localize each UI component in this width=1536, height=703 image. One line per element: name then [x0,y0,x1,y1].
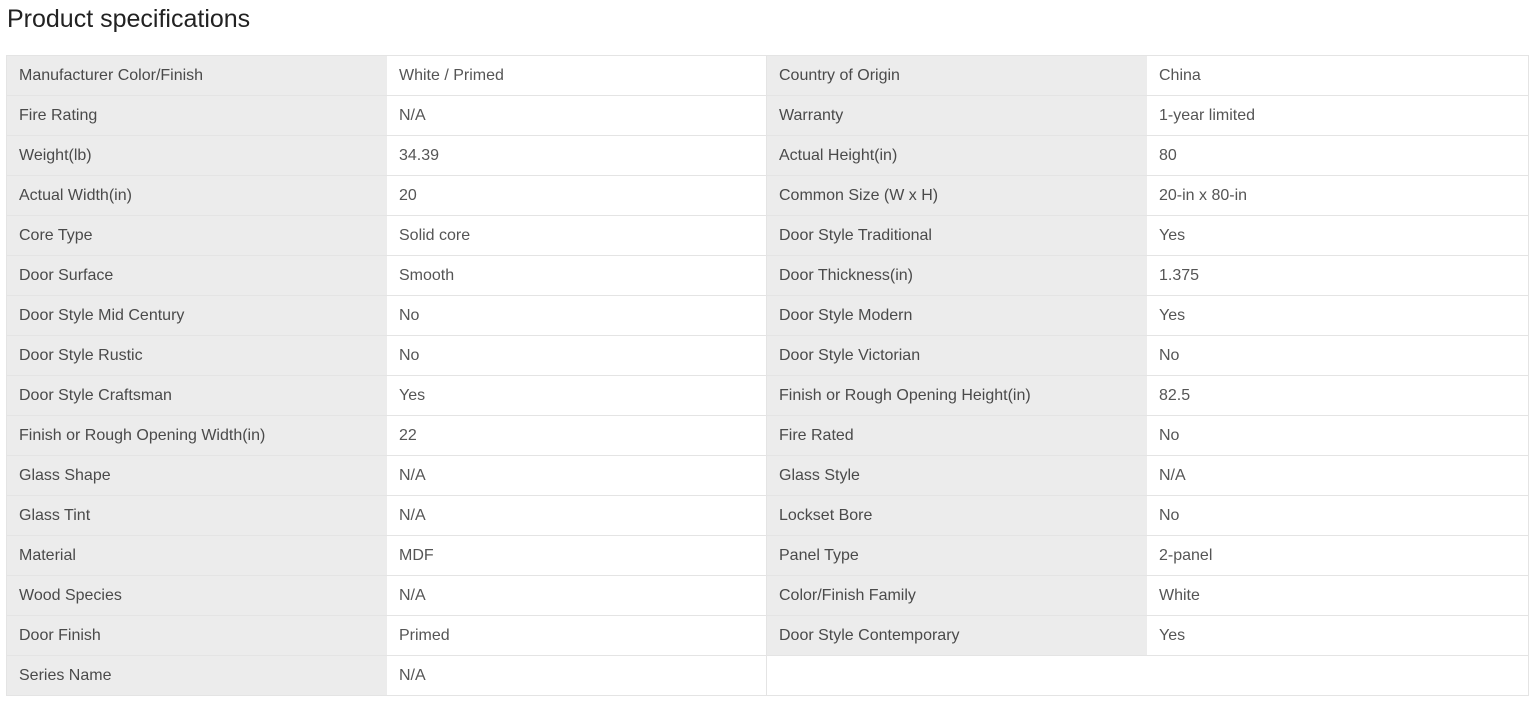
spec-value: N/A [387,576,767,615]
spec-value: Yes [1147,296,1526,335]
spec-value: 2-panel [1147,536,1526,575]
spec-value: N/A [387,456,767,495]
spec-label: Glass Style [767,456,1147,495]
spec-label: Wood Species [7,576,387,615]
spec-label: Warranty [767,96,1147,135]
table-row [7,336,1528,376]
spec-value: Solid core [387,216,767,255]
table-row [7,176,1528,216]
spec-label: Actual Width(in) [7,176,387,215]
spec-label: Core Type [7,216,387,255]
table-row [7,256,1528,296]
spec-label: Series Name [7,656,387,695]
specifications-table [6,55,1529,696]
spec-label: Door Style Rustic [7,336,387,375]
spec-label: Material [7,536,387,575]
spec-value: No [387,336,767,375]
spec-value: MDF [387,536,767,575]
spec-value: White / Primed [387,56,767,95]
spec-value: 80 [1147,136,1526,175]
spec-value: 1.375 [1147,256,1526,295]
table-row [7,656,1528,696]
spec-value: 22 [387,416,767,455]
spec-label: Fire Rating [7,96,387,135]
spec-value: N/A [1147,456,1526,495]
table-row [7,376,1528,416]
spec-value: 1-year limited [1147,96,1526,135]
spec-value: N/A [387,496,767,535]
empty-cell [767,656,1147,695]
spec-label: Finish or Rough Opening Width(in) [7,416,387,455]
spec-label: Door Style Traditional [767,216,1147,255]
spec-label: Lockset Bore [767,496,1147,535]
spec-label: Fire Rated [767,416,1147,455]
spec-value: 82.5 [1147,376,1526,415]
spec-label: Finish or Rough Opening Height(in) [767,376,1147,415]
table-row [7,96,1528,136]
spec-value: Yes [387,376,767,415]
spec-label: Door Style Mid Century [7,296,387,335]
spec-value: Primed [387,616,767,655]
spec-value: Yes [1147,216,1526,255]
spec-label: Glass Tint [7,496,387,535]
spec-label: Door Style Victorian [767,336,1147,375]
spec-value: No [1147,496,1526,535]
table-row [7,456,1528,496]
spec-value: Yes [1147,616,1526,655]
spec-label: Door Style Modern [767,296,1147,335]
spec-value: 20-in x 80-in [1147,176,1526,215]
spec-label: Color/Finish Family [767,576,1147,615]
spec-value: White [1147,576,1526,615]
spec-value: No [387,296,767,335]
spec-label: Panel Type [767,536,1147,575]
spec-value: 20 [387,176,767,215]
spec-value: N/A [387,656,767,695]
spec-label: Glass Shape [7,456,387,495]
spec-label: Common Size (W x H) [767,176,1147,215]
table-row [7,216,1528,256]
spec-label: Door Style Craftsman [7,376,387,415]
table-row [7,416,1528,456]
empty-cell [1147,656,1526,695]
table-row [7,576,1528,616]
spec-value: China [1147,56,1526,95]
table-row [7,56,1528,96]
spec-value: N/A [387,96,767,135]
spec-label: Door Style Contemporary [767,616,1147,655]
spec-value: 34.39 [387,136,767,175]
table-row [7,536,1528,576]
spec-label: Actual Height(in) [767,136,1147,175]
spec-value: No [1147,336,1526,375]
spec-label: Door Finish [7,616,387,655]
spec-label: Door Surface [7,256,387,295]
spec-label: Manufacturer Color/Finish [7,56,387,95]
table-row [7,616,1528,656]
spec-value: No [1147,416,1526,455]
spec-label: Country of Origin [767,56,1147,95]
spec-label: Weight(lb) [7,136,387,175]
page-title: Product specifications [7,5,251,33]
spec-label: Door Thickness(in) [767,256,1147,295]
spec-value: Smooth [387,256,767,295]
table-row [7,136,1528,176]
table-row [7,496,1528,536]
table-row [7,296,1528,336]
